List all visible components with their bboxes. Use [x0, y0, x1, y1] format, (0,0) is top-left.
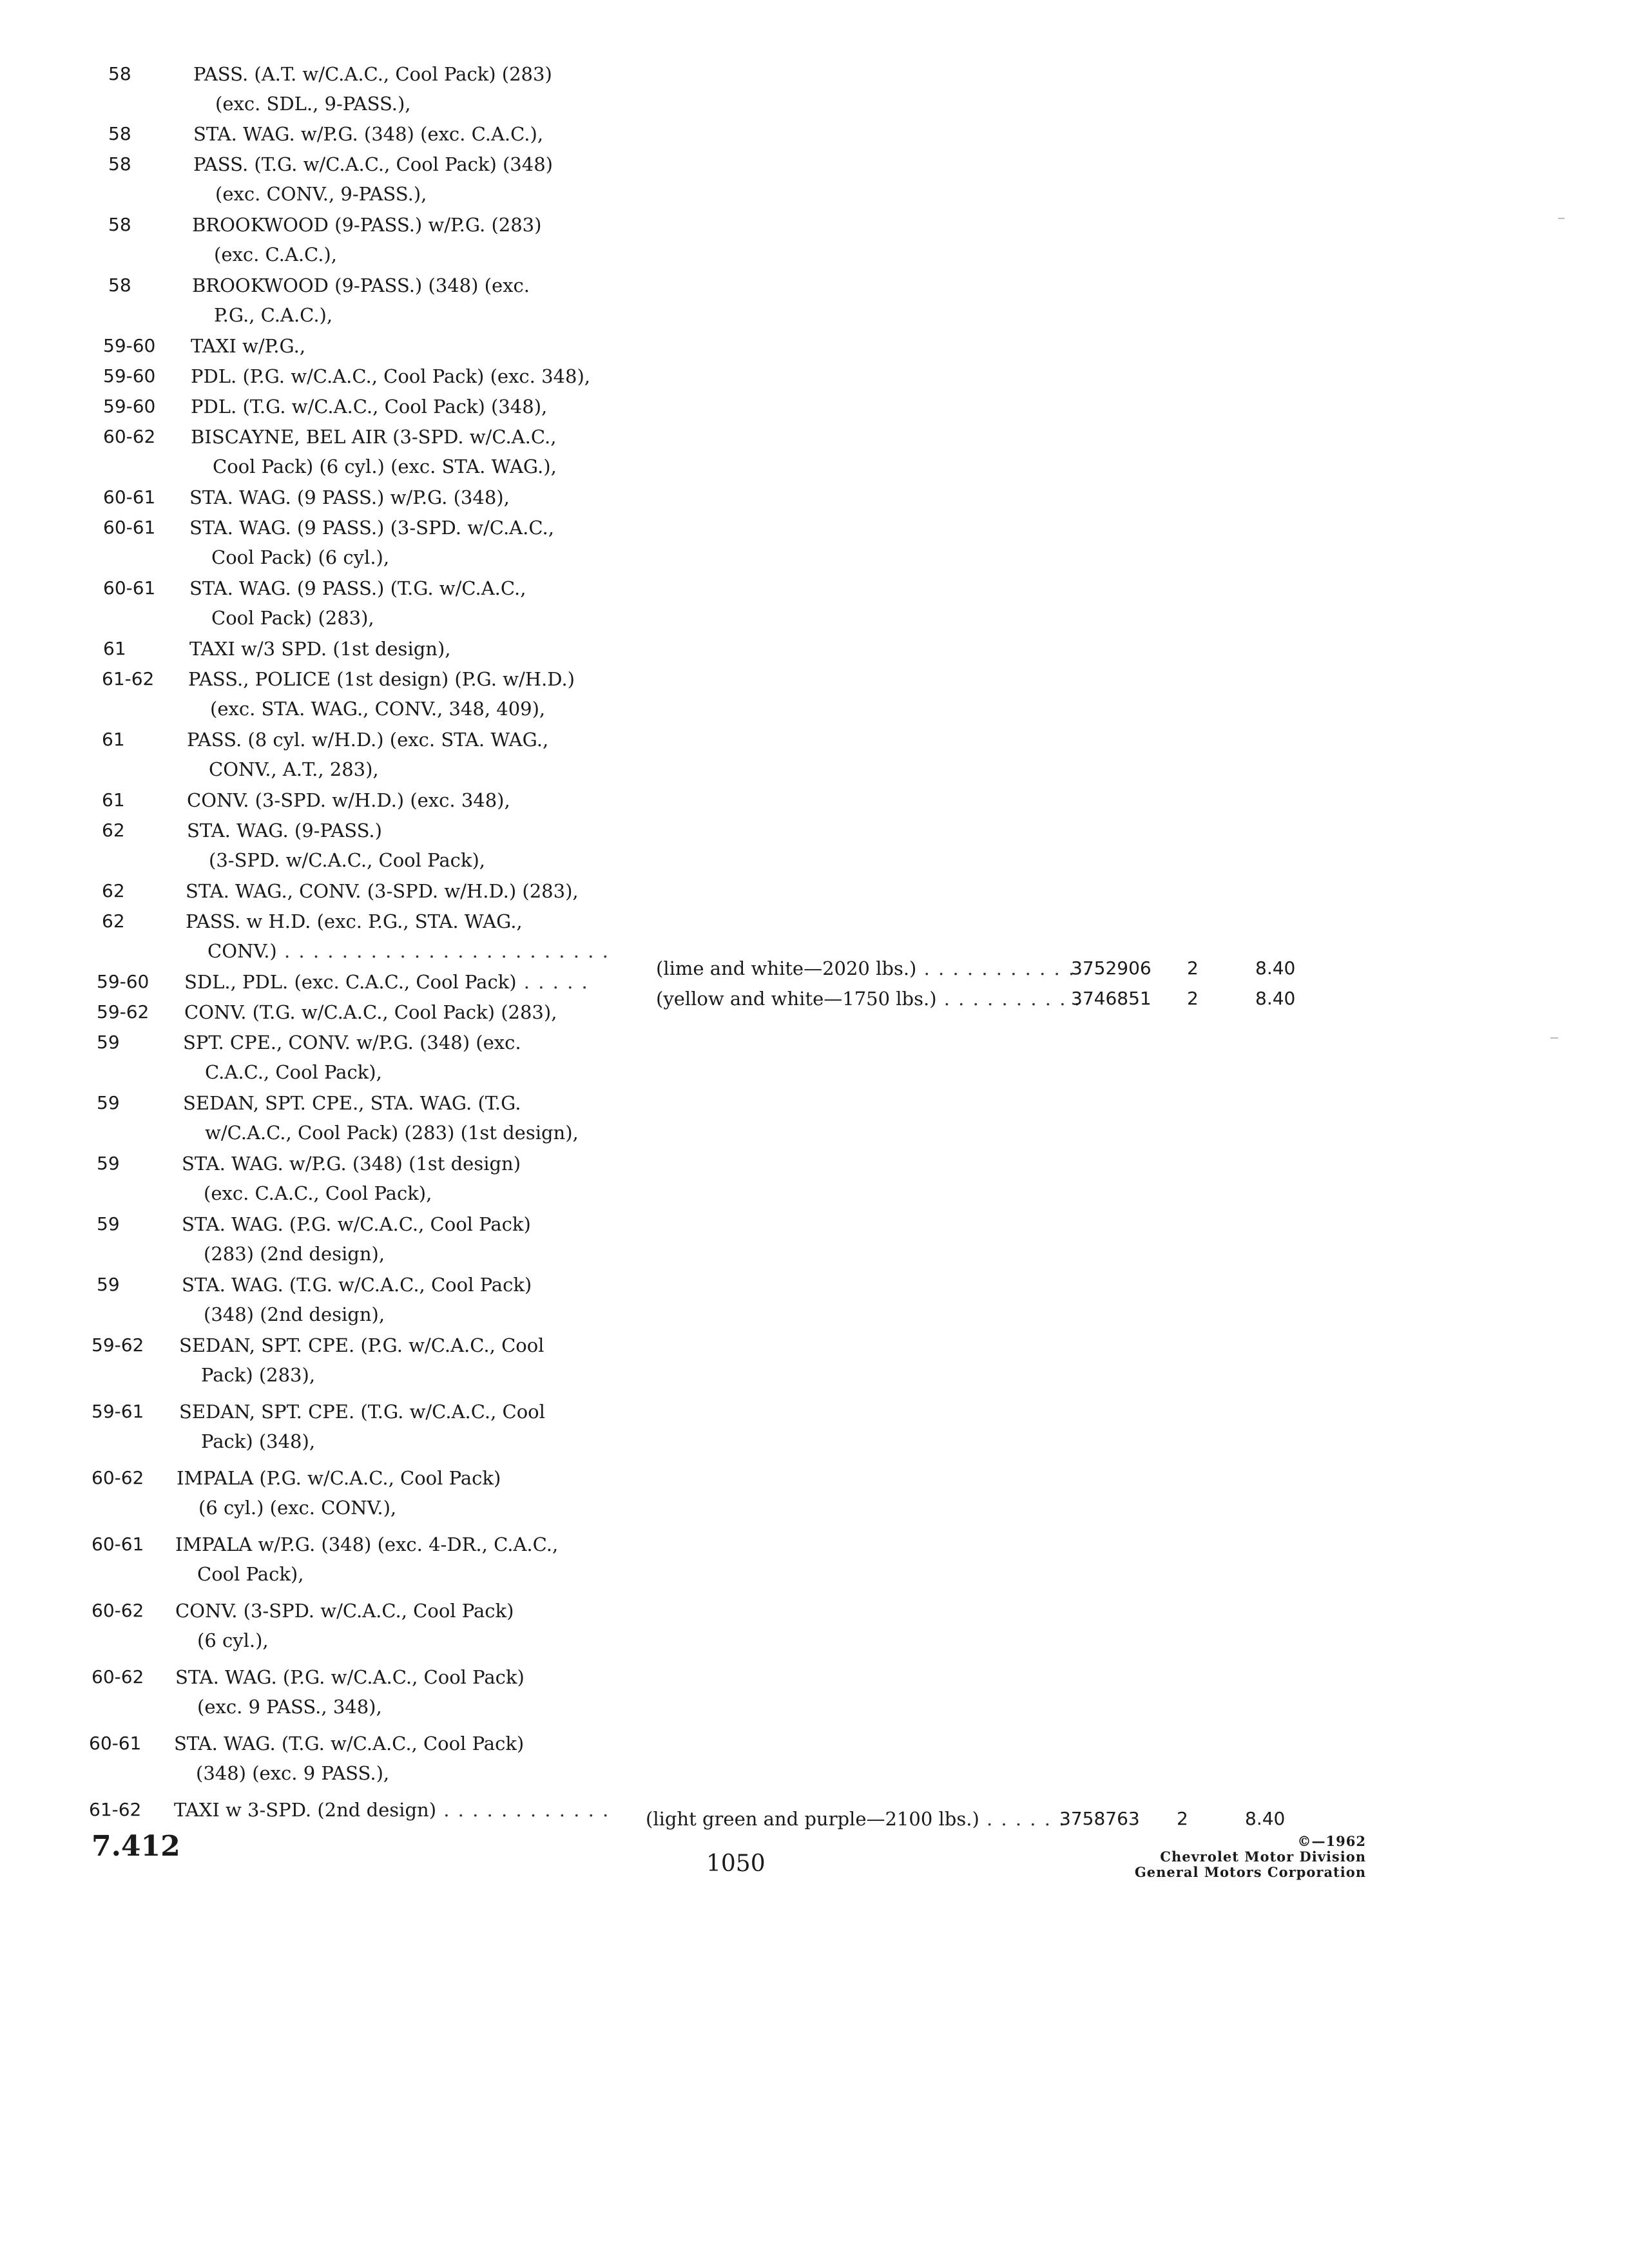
entry-line: PDL. (P.G. w/C.A.C., Cool Pack) (exc. 348), — [191, 365, 590, 387]
price: 8.40 — [1255, 957, 1296, 979]
entry-year: 58 — [108, 123, 131, 144]
entry-year: 58 — [108, 214, 131, 235]
dot-leader: . . . . . . — [979, 1808, 1066, 1830]
entry-year: 60-62 — [92, 1467, 144, 1488]
entry-description — [174, 1795, 610, 1825]
spec-description: (yellow and white—1750 lbs.) — [656, 988, 937, 1010]
entry-line: STA. WAG. (9-PASS.) — [187, 820, 382, 841]
entry-description — [175, 1530, 558, 1589]
copyright-division: Chevrolet Motor Division — [1160, 1849, 1366, 1865]
entry-year: 62 — [102, 880, 125, 901]
spec-row — [656, 954, 1333, 983]
entry-line: TAXI w 3-SPD. (2nd design) — [174, 1799, 437, 1821]
entry-description — [186, 876, 579, 906]
entry-line: STA. WAG. w/P.G. (348) (exc. C.A.C.), — [193, 123, 544, 145]
entry-year: 59 — [97, 1274, 120, 1295]
entry-line: BISCAYNE, BEL AIR (3-SPD. w/C.A.C., — [191, 426, 557, 448]
entry-year: 59-62 — [92, 1334, 144, 1356]
entry-year: 59-61 — [92, 1401, 144, 1422]
entry-year: 59-60 — [97, 971, 149, 992]
entry-year: 60-61 — [103, 486, 156, 508]
entry-year: 58 — [108, 274, 131, 296]
entry-description — [182, 1149, 521, 1208]
entry-year: 60-61 — [89, 1733, 142, 1754]
entry-description — [189, 483, 510, 512]
entry-line: CONV. (3-SPD. w/H.D.) (exc. 348), — [187, 789, 510, 811]
spec-description: (light green and purple—2100 lbs.) — [646, 1808, 979, 1830]
entry-description — [183, 1088, 579, 1148]
entry-year: 60-62 — [92, 1666, 144, 1687]
entry-line: SDL., PDL. (exc. C.A.C., Cool Pack) — [184, 971, 517, 993]
entry-line: IMPALA w/P.G. (348) (exc. 4-DR., C.A.C., — [175, 1533, 559, 1555]
entry-line: STA. WAG. (T.G. w/C.A.C., Cool Pack) — [182, 1274, 532, 1296]
entry-description — [193, 149, 553, 209]
dot-leader: . . . . . . . . . . . . — [436, 1799, 610, 1821]
entry-description — [187, 725, 548, 784]
entry-line: w/C.A.C., Cool Pack) (283) (1st design), — [205, 1122, 579, 1144]
entry-line: IMPALA (P.G. w/C.A.C., Cool Pack) — [177, 1467, 501, 1489]
entry-line: TAXI w/P.G., — [191, 335, 306, 357]
entry-year: 59 — [97, 1213, 120, 1235]
copyright-year: ©—1962 — [1297, 1833, 1366, 1849]
entry-line: Pack) (348), — [201, 1430, 316, 1452]
entry-description — [191, 331, 305, 361]
entry-year: 62 — [102, 820, 125, 841]
entry-year: 61 — [102, 729, 125, 750]
entry-line: (6 cyl.), — [197, 1629, 269, 1651]
entry-line: STA. WAG. (P.G. w/C.A.C., Cool Pack) — [182, 1213, 531, 1235]
entry-line: (348) (2nd design), — [204, 1303, 385, 1325]
entry-year: 62 — [102, 910, 125, 932]
entry-description — [189, 513, 554, 572]
entry-line: (6 cyl.) (exc. CONV.), — [198, 1497, 397, 1519]
entry-description — [189, 573, 526, 633]
entry-year: 59-60 — [103, 365, 156, 387]
dot-leader: . . . . . . . . . . . . . . . . . . . . . . . — [276, 940, 610, 962]
entry-line: Cool Pack) (283), — [211, 607, 374, 629]
entry-line: CONV., A.T., 283), — [209, 758, 379, 780]
entry-description — [192, 210, 541, 269]
entry-description — [191, 422, 557, 481]
price: 8.40 — [1255, 988, 1296, 1009]
spec-row — [646, 1804, 1322, 1834]
spec-row — [656, 984, 1333, 1014]
entry-description — [184, 967, 589, 997]
page-code: 7.412 — [92, 1830, 180, 1863]
entry-line: Cool Pack) (6 cyl.) (exc. STA. WAG.), — [213, 456, 557, 477]
entry-year: 61 — [103, 638, 126, 659]
entry-description — [174, 1729, 524, 1788]
entry-description — [187, 785, 510, 815]
price: 8.40 — [1245, 1808, 1286, 1829]
entry-year: 60-62 — [92, 1600, 144, 1621]
part-number: 3752906 — [1071, 957, 1152, 979]
part-number: 3746851 — [1071, 988, 1152, 1009]
page-number: 1050 — [706, 1850, 766, 1877]
entry-line: CONV.) — [207, 940, 277, 962]
entry-line: SPT. CPE., CONV. w/P.G. (348) (exc. — [183, 1032, 521, 1053]
entry-line: PASS. (T.G. w/C.A.C., Cool Pack) (348) — [193, 153, 553, 175]
dot-leader: . . . . . . . . . . — [936, 988, 1081, 1010]
entry-description — [189, 634, 451, 664]
entry-line: BROOKWOOD (9-PASS.) w/P.G. (283) — [192, 214, 542, 236]
entry-year: 61 — [102, 789, 125, 811]
dot-leader: . . . . . . . . . . . . — [916, 957, 1090, 979]
entry-description — [179, 1331, 544, 1390]
scan-speck — [1550, 1037, 1558, 1039]
entry-year: 60-62 — [103, 426, 156, 447]
entry-line: STA. WAG. (T.G. w/C.A.C., Cool Pack) — [174, 1733, 525, 1754]
dot-leader: . . . . . — [516, 971, 589, 993]
entry-line: (exc. 9 PASS., 348), — [197, 1696, 382, 1718]
entry-year: 59-60 — [103, 396, 156, 417]
entry-line: (exc. C.A.C., Cool Pack), — [204, 1182, 432, 1204]
entry-description — [175, 1596, 514, 1655]
entry-description — [191, 392, 547, 421]
entry-year: 61-62 — [89, 1799, 142, 1820]
entry-line: STA. WAG. (P.G. w/C.A.C., Cool Pack) — [175, 1666, 525, 1688]
entry-year: 59-60 — [103, 335, 156, 356]
entry-line: (exc. C.A.C.), — [214, 244, 337, 265]
entry-line: (283) (2nd design), — [204, 1243, 385, 1265]
entry-line: PASS. (8 cyl. w/H.D.) (exc. STA. WAG., — [187, 729, 549, 751]
entry-line: (3-SPD. w/C.A.C., Cool Pack), — [209, 849, 485, 871]
entry-line: CONV. (3-SPD. w/C.A.C., Cool Pack) — [175, 1600, 514, 1622]
entry-line: Pack) (283), — [201, 1364, 316, 1386]
entry-description — [188, 664, 575, 724]
entry-line: SEDAN, SPT. CPE. (T.G. w/C.A.C., Cool — [179, 1401, 545, 1423]
entry-line: (exc. STA. WAG., CONV., 348, 409), — [210, 698, 546, 720]
entry-line: STA. WAG. (9 PASS.) w/P.G. (348), — [189, 486, 510, 508]
entry-year: 58 — [108, 153, 131, 175]
entry-description — [182, 1209, 531, 1269]
entry-line: Cool Pack) (6 cyl.), — [211, 546, 390, 568]
entry-description — [187, 816, 485, 875]
entry-year: 59 — [97, 1092, 120, 1113]
entry-description — [183, 1028, 521, 1087]
entry-line: (348) (exc. 9 PASS.), — [196, 1762, 390, 1784]
entry-line: Cool Pack), — [197, 1563, 304, 1585]
entry-line: BROOKWOOD (9-PASS.) (348) (exc. — [192, 274, 530, 296]
entry-line: TAXI w/3 SPD. (1st design), — [189, 638, 451, 660]
entry-line: PASS., POLICE (1st design) (P.G. w/H.D.) — [188, 668, 575, 690]
entry-line: STA. WAG., CONV. (3-SPD. w/H.D.) (283), — [186, 880, 579, 902]
spec-description: (lime and white—2020 lbs.) — [656, 957, 917, 979]
part-number: 3758763 — [1059, 1808, 1140, 1829]
entry-year: 60-61 — [92, 1533, 144, 1555]
entry-line: P.G., C.A.C.), — [214, 304, 333, 326]
entry-description — [192, 271, 530, 330]
quantity: 2 — [1187, 957, 1199, 979]
entry-year: 59 — [97, 1032, 120, 1053]
entry-line: STA. WAG. (9 PASS.) (3-SPD. w/C.A.C., — [189, 517, 554, 539]
entry-line: STA. WAG. w/P.G. (348) (1st design) — [182, 1153, 521, 1175]
entry-year: 60-61 — [103, 577, 156, 599]
entry-description — [186, 907, 610, 966]
entry-line: PASS. w H.D. (exc. P.G., STA. WAG., — [186, 910, 523, 932]
quantity: 2 — [1177, 1808, 1188, 1829]
entry-year: 59 — [97, 1153, 120, 1174]
scan-speck — [1558, 218, 1565, 219]
entry-description — [191, 361, 590, 391]
entry-description — [193, 59, 552, 119]
copyright-block — [1057, 1834, 1366, 1880]
entry-description — [179, 1397, 545, 1456]
copyright-corporation: General Motors Corporation — [1134, 1864, 1366, 1880]
entry-line: (exc. SDL., 9-PASS.), — [215, 93, 411, 115]
entry-description — [175, 1662, 525, 1722]
entry-description — [182, 1270, 532, 1329]
entry-line: PDL. (T.G. w/C.A.C., Cool Pack) (348), — [191, 396, 548, 418]
entry-description — [177, 1463, 501, 1523]
entry-year: 60-61 — [103, 517, 156, 538]
entry-line: STA. WAG. (9 PASS.) (T.G. w/C.A.C., — [189, 577, 526, 599]
entry-year: 61-62 — [102, 668, 155, 689]
entry-line: CONV. (T.G. w/C.A.C., Cool Pack) (283), — [184, 1001, 557, 1023]
entry-description — [193, 119, 543, 149]
entry-description — [184, 997, 557, 1027]
entry-line: (exc. CONV., 9-PASS.), — [215, 183, 427, 205]
entry-line: PASS. (A.T. w/C.A.C., Cool Pack) (283) — [193, 63, 552, 85]
entry-line: SEDAN, SPT. CPE. (P.G. w/C.A.C., Cool — [179, 1334, 545, 1356]
entry-line: C.A.C., Cool Pack), — [205, 1061, 382, 1083]
entry-line: SEDAN, SPT. CPE., STA. WAG. (T.G. — [183, 1092, 521, 1114]
entry-year: 58 — [108, 63, 131, 84]
entry-year: 59-62 — [97, 1001, 149, 1023]
quantity: 2 — [1187, 988, 1199, 1009]
